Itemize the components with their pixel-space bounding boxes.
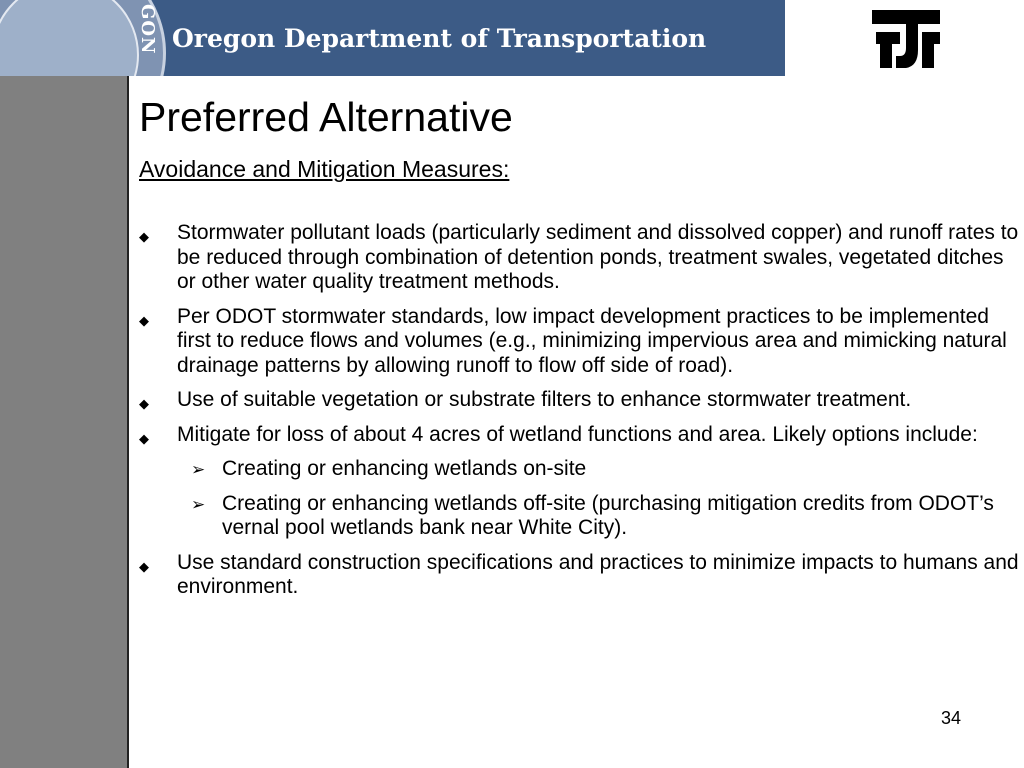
diamond-bullet-icon: ◆ [139, 430, 149, 446]
agency-name: Oregon Department of Transportation [172, 24, 707, 53]
diamond-bullet-icon: ◆ [139, 229, 149, 244]
bullet-item [139, 388, 1019, 413]
bullet-text: Creating or enhancing wetlands off-site (purchasing mitigation credits from ODOT’s vernal pool wetlands bank near White City). [222, 491, 994, 539]
bullet-item [139, 221, 1019, 295]
odot-logo-icon [866, 4, 946, 72]
slide-subtitle: Avoidance and Mitigation Measures: [139, 156, 510, 182]
sub-bullet-item [139, 492, 1019, 541]
bullet-text: Stormwater pollutant loads (particularly sediment and dissolved copper) and runoff rates to be reduced through combination of detention ponds, treatment swales, vegetated ditches or other water quality treatment methods. [177, 221, 1019, 293]
diamond-bullet-icon: ◆ [139, 396, 149, 411]
sub-bullet-item [139, 457, 1019, 482]
seal-text: GON [137, 4, 158, 55]
bullet-list [139, 221, 1019, 610]
sidebar-panel [0, 76, 129, 768]
bullet-text: Use standard construction specifications and practices to minimize impacts to humans and environment. [177, 550, 1019, 598]
bullet-item [139, 305, 1019, 379]
slide-title: Preferred Alternative [139, 94, 513, 140]
bullet-text: Mitigate for loss of about 4 acres of wetland functions and area. Likely options include: [177, 422, 978, 446]
bullet-text: Use of suitable vegetation or substrate filters to enhance stormwater treatment. [177, 388, 912, 411]
header-banner [0, 0, 785, 76]
arrow-bullet-icon: ➢ [191, 494, 206, 514]
arrow-bullet-icon: ➢ [191, 460, 206, 479]
bullet-item [139, 423, 1019, 448]
bullet-text: Per ODOT stormwater standards, low impact development practices to be implemented first to reduce flows and volumes (e.g., minimizing impervious area and mimicking natural drainage patterns by allowing runoff to flow off side of road). [177, 304, 1007, 377]
bullet-item [139, 551, 1019, 600]
diamond-bullet-icon: ◆ [139, 312, 149, 328]
bullet-text: Creating or enhancing wetlands on-site [222, 457, 587, 480]
page-number: 34 [941, 708, 962, 728]
diamond-bullet-icon: ◆ [139, 558, 149, 574]
